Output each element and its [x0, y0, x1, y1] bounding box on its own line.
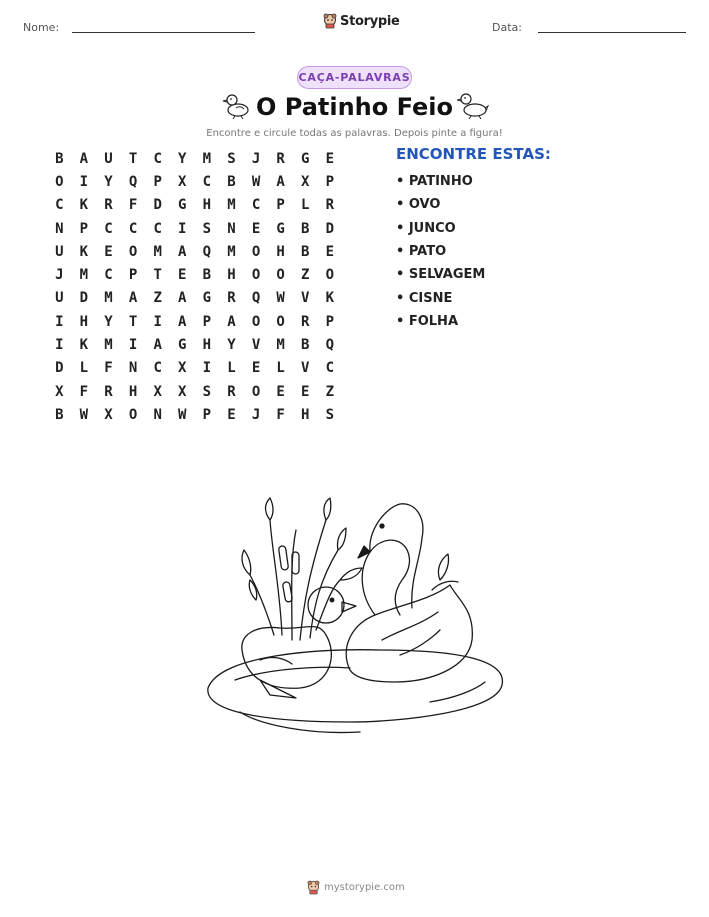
word-list-item: • OVO [396, 193, 485, 216]
grid-row [47, 263, 342, 286]
grid-row [47, 170, 342, 193]
grid-letter[interactable]: R [325, 197, 335, 214]
date-label: Data: [492, 21, 522, 34]
grid-letter[interactable]: Y [104, 313, 113, 330]
grid-letter[interactable]: D [79, 290, 89, 307]
grid-letter[interactable]: P [202, 406, 212, 423]
grid-letter[interactable]: Z [301, 267, 310, 284]
grid-letter[interactable]: I [153, 313, 162, 330]
grid-letter[interactable]: W [276, 290, 285, 307]
grid-letter[interactable]: L [301, 197, 310, 214]
grid-letter[interactable]: D [55, 360, 64, 377]
word-list-item: • PATINHO [396, 170, 485, 193]
page-title: O Patinho Feio [255, 93, 454, 121]
grid-letter[interactable]: Y [227, 337, 236, 354]
grid-letter[interactable]: O [276, 313, 285, 330]
grid-letter[interactable]: T [128, 313, 138, 330]
grid-row [47, 310, 342, 333]
grid-row [47, 357, 342, 380]
grid-letter[interactable]: S [202, 383, 212, 400]
grid-letter[interactable]: K [325, 290, 335, 307]
grid-letter[interactable]: J [55, 267, 64, 284]
word-list-item: • JUNCO [396, 217, 485, 240]
name-line[interactable] [72, 32, 255, 33]
grid-letter[interactable]: R [104, 383, 113, 400]
grid-letter[interactable]: I [79, 173, 89, 190]
grid-letter[interactable]: X [301, 173, 310, 190]
grid-row [47, 333, 342, 356]
grid-letter[interactable]: L [79, 360, 89, 377]
grid-letter[interactable]: I [128, 337, 138, 354]
grid-letter[interactable]: U [104, 150, 113, 167]
grid-letter[interactable]: I [55, 313, 64, 330]
grid-letter[interactable]: E [325, 243, 335, 260]
grid-letter[interactable]: H [128, 383, 138, 400]
grid-letter[interactable]: O [251, 243, 261, 260]
grid-letter[interactable]: O [128, 406, 138, 423]
grid-letter[interactable]: G [178, 337, 187, 354]
grid-letter[interactable]: O [325, 267, 335, 284]
swan-duckling-illustration [200, 490, 510, 735]
grid-letter[interactable]: H [227, 267, 236, 284]
grid-letter[interactable]: K [79, 243, 89, 260]
grid-letter[interactable]: O [55, 173, 64, 190]
grid-letter[interactable]: P [325, 313, 335, 330]
grid-letter[interactable]: H [202, 197, 212, 214]
grid-letter[interactable]: C [104, 267, 113, 284]
grid-letter[interactable]: W [251, 173, 261, 190]
grid-letter[interactable]: B [301, 220, 310, 237]
grid-letter[interactable]: A [178, 313, 187, 330]
grid-letter[interactable]: A [276, 173, 285, 190]
grid-letter[interactable]: U [55, 290, 64, 307]
grid-letter[interactable]: O [251, 267, 261, 284]
grid-letter[interactable]: B [301, 337, 310, 354]
grid-letter[interactable]: A [128, 290, 138, 307]
grid-letter[interactable]: R [301, 313, 310, 330]
grid-letter[interactable]: C [104, 220, 113, 237]
grid-letter[interactable]: N [55, 220, 64, 237]
word-list-item: • CISNE [396, 286, 485, 309]
grid-letter[interactable]: F [276, 406, 285, 423]
grid-letter[interactable]: M [276, 337, 285, 354]
grid-letter[interactable]: N [153, 406, 162, 423]
word-list-item: • PATO [396, 240, 485, 263]
grid-letter[interactable]: M [104, 337, 113, 354]
grid-letter[interactable]: R [276, 150, 285, 167]
grid-letter[interactable]: K [79, 337, 89, 354]
grid-letter[interactable]: V [301, 360, 310, 377]
instructions: Encontre e circule todas as palavras. Depois pinte a figura! [206, 128, 503, 139]
category-badge: CAÇA-PALAVRAS [297, 66, 412, 89]
grid-row [47, 217, 342, 240]
grid-letter[interactable]: F [104, 360, 113, 377]
grid-letter[interactable]: B [227, 173, 236, 190]
date-line[interactable] [538, 32, 686, 33]
grid-letter[interactable]: R [227, 290, 236, 307]
grid-letter[interactable]: F [79, 383, 89, 400]
word-list-item: • SELVAGEM [396, 263, 485, 286]
grid-letter[interactable]: D [153, 197, 162, 214]
grid-letter[interactable]: A [178, 290, 187, 307]
grid-letter[interactable]: A [227, 313, 236, 330]
storypie-footer-icon [307, 880, 320, 895]
grid-letter[interactable]: O [251, 313, 261, 330]
grid-letter[interactable]: B [55, 406, 64, 423]
grid-letter[interactable]: C [153, 220, 162, 237]
grid-letter[interactable]: S [325, 406, 335, 423]
grid-letter[interactable]: X [178, 173, 187, 190]
grid-letter[interactable]: J [251, 150, 261, 167]
grid-letter[interactable]: P [128, 267, 138, 284]
grid-row [47, 287, 342, 310]
grid-letter[interactable]: E [251, 360, 261, 377]
grid-letter[interactable]: D [325, 220, 335, 237]
grid-letter[interactable]: G [178, 197, 187, 214]
grid-letter[interactable]: C [55, 197, 64, 214]
grid-letter[interactable]: X [178, 383, 187, 400]
grid-letter[interactable]: E [178, 267, 187, 284]
grid-row [47, 240, 342, 263]
grid-letter[interactable]: V [251, 337, 261, 354]
grid-letter[interactable]: M [79, 267, 89, 284]
grid-letter[interactable]: Q [202, 243, 212, 260]
grid-letter[interactable]: Q [251, 290, 261, 307]
grid-letter[interactable]: E [251, 220, 261, 237]
grid-letter[interactable]: X [55, 383, 64, 400]
grid-letter[interactable]: W [79, 406, 89, 423]
grid-letter[interactable]: L [276, 360, 285, 377]
grid-letter[interactable]: B [55, 150, 64, 167]
grid-letter[interactable]: M [227, 243, 236, 260]
grid-letter[interactable]: M [227, 197, 236, 214]
grid-letter[interactable]: C [325, 360, 335, 377]
grid-letter[interactable]: P [325, 173, 335, 190]
grid-letter[interactable]: E [301, 383, 310, 400]
brand-name: Storypie [340, 13, 400, 29]
grid-letter[interactable]: P [202, 313, 212, 330]
grid-row [47, 380, 342, 403]
grid-letter[interactable]: S [202, 220, 212, 237]
word-list-item: • FOLHA [396, 310, 485, 333]
grid-letter[interactable]: J [251, 406, 261, 423]
grid-letter[interactable]: H [276, 243, 285, 260]
grid-letter[interactable]: N [227, 220, 236, 237]
grid-letter[interactable]: F [128, 197, 138, 214]
grid-letter[interactable]: Q [325, 337, 335, 354]
grid-letter[interactable]: Z [153, 290, 162, 307]
grid-letter[interactable]: C [251, 197, 261, 214]
grid-letter[interactable]: O [276, 267, 285, 284]
grid-letter[interactable]: C [128, 220, 138, 237]
grid-row [47, 403, 342, 426]
grid-letter[interactable]: W [178, 406, 187, 423]
grid-letter[interactable]: M [202, 150, 212, 167]
grid-letter[interactable]: T [153, 267, 162, 284]
grid-letter[interactable]: N [128, 360, 138, 377]
grid-letter[interactable]: H [202, 337, 212, 354]
grid-letter[interactable]: A [153, 337, 162, 354]
grid-letter[interactable]: B [202, 267, 212, 284]
footer-url[interactable]: mystorypie.com [324, 882, 405, 893]
grid-letter[interactable]: E [104, 243, 113, 260]
word-search-grid [47, 147, 342, 427]
grid-letter[interactable]: C [153, 150, 162, 167]
grid-letter[interactable]: Y [104, 173, 113, 190]
brand-logo [323, 13, 400, 29]
grid-letter[interactable]: O [251, 383, 261, 400]
grid-letter[interactable]: B [301, 243, 310, 260]
duckling-icon-right [457, 90, 489, 120]
grid-letter[interactable]: C [202, 173, 212, 190]
grid-letter[interactable]: X [104, 406, 113, 423]
grid-letter[interactable]: E [276, 383, 285, 400]
storypie-mascot-icon [323, 13, 337, 29]
grid-letter[interactable]: P [276, 197, 285, 214]
word-list-title: ENCONTRE ESTAS: [396, 145, 551, 163]
grid-letter[interactable]: Z [325, 383, 335, 400]
grid-letter[interactable]: H [79, 313, 89, 330]
grid-letter[interactable]: X [178, 360, 187, 377]
grid-letter[interactable]: K [79, 197, 89, 214]
grid-letter[interactable]: R [104, 197, 113, 214]
grid-letter[interactable]: E [227, 406, 236, 423]
grid-letter[interactable]: V [301, 290, 310, 307]
grid-letter[interactable]: O [128, 243, 138, 260]
grid-letter[interactable]: Y [178, 150, 187, 167]
word-list [396, 170, 485, 333]
grid-letter[interactable]: I [178, 220, 187, 237]
grid-letter[interactable]: U [55, 243, 64, 260]
grid-letter[interactable]: E [325, 150, 335, 167]
grid-letter[interactable]: Q [128, 173, 138, 190]
grid-letter[interactable]: A [79, 150, 89, 167]
grid-letter[interactable]: I [55, 337, 64, 354]
grid-letter[interactable]: R [227, 383, 236, 400]
grid-letter[interactable]: G [202, 290, 212, 307]
grid-letter[interactable]: S [227, 150, 236, 167]
grid-letter[interactable]: G [276, 220, 285, 237]
grid-letter[interactable]: X [153, 383, 162, 400]
grid-row [47, 147, 342, 170]
name-label: Nome: [23, 21, 60, 34]
grid-letter[interactable]: C [153, 360, 162, 377]
grid-letter[interactable]: H [301, 406, 310, 423]
grid-letter[interactable]: L [227, 360, 236, 377]
grid-letter[interactable]: M [153, 243, 162, 260]
grid-row [47, 194, 342, 217]
grid-letter[interactable]: I [202, 360, 212, 377]
footer [307, 880, 405, 895]
grid-letter[interactable]: P [153, 173, 162, 190]
grid-letter[interactable]: A [178, 243, 187, 260]
grid-letter[interactable]: P [79, 220, 89, 237]
grid-letter[interactable]: M [104, 290, 113, 307]
grid-letter[interactable]: G [301, 150, 310, 167]
grid-letter[interactable]: T [128, 150, 138, 167]
